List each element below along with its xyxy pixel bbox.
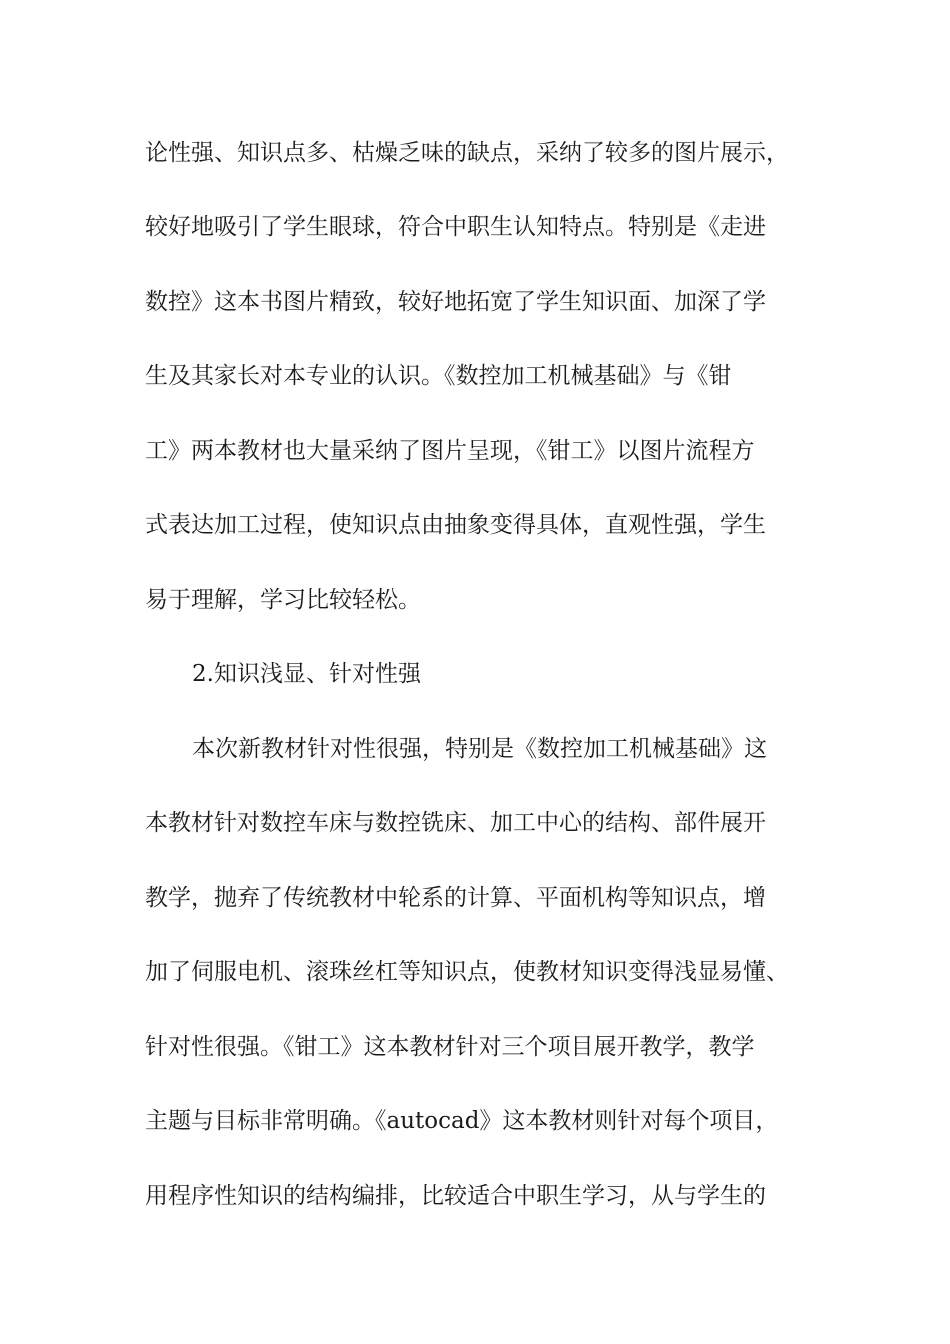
paragraph-line: 本教材针对数控车床与数控铣床、加工中心的结构、部件展开 [145, 810, 766, 836]
paragraph-line: 针对性很强。《钳工》这本教材针对三个项目展开教学，教学 [145, 1034, 755, 1060]
paragraph-line: 论性强、知识点多、枯燥乏味的缺点，采纳了较多的图片展示， [145, 140, 789, 166]
paragraph-line: 生及其家长对本专业的认识。《数控加工机械基础》与《钳 [145, 363, 732, 389]
paragraph-line: 易于理解，学习比较轻松。 [145, 587, 421, 613]
paragraph-line: 工》两本教材也大量采纳了图片呈现，《钳工》以图片流程方 [145, 438, 755, 464]
paragraph-line: 主题与目标非常明确。《autocad》这本教材则针对每个项目， [145, 1108, 779, 1134]
paragraph-line: 教学，抛弃了传统教材中轮系的计算、平面机构等知识点，增 [145, 885, 766, 911]
paragraph-line: 本次新教材针对性很强，特别是《数控加工机械基础》这 [192, 736, 767, 762]
paragraph-line: 较好地吸引了学生眼球，符合中职生认知特点。特别是《走进 [145, 214, 766, 240]
paragraph-line: 式表达加工过程，使知识点由抽象变得具体，直观性强，学生 [145, 512, 766, 538]
paragraph-line: 数控》这本书图片精致，较好地拓宽了学生知识面、加深了学 [145, 289, 766, 315]
section-heading: 2.知识浅显、针对性强 [192, 661, 421, 687]
paragraph-line: 加了伺服电机、滚珠丝杠等知识点，使教材知识变得浅显易懂、 [145, 959, 789, 985]
paragraph-line: 用程序性知识的结构编排，比较适合中职生学习，从与学生的 [145, 1183, 766, 1209]
